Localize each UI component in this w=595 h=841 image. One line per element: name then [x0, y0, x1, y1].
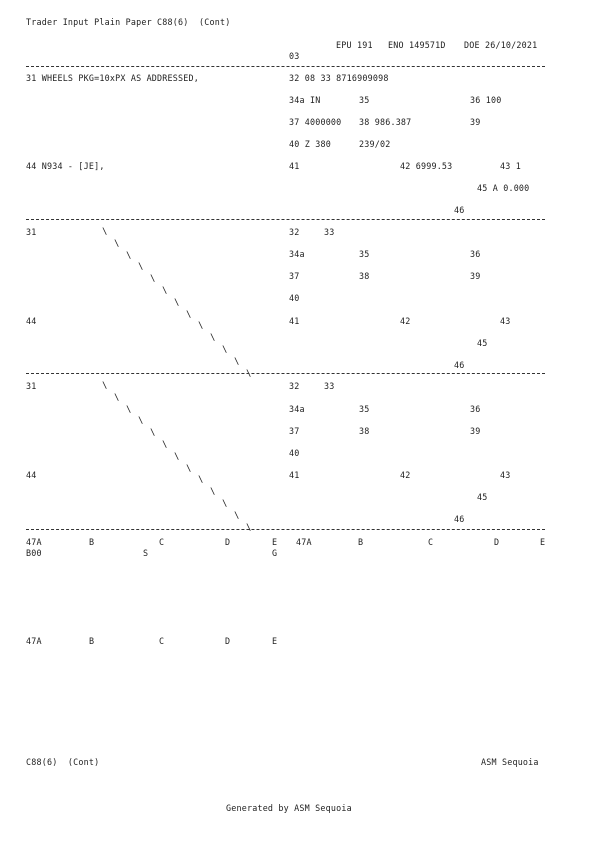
strike-slash: \ [246, 368, 252, 379]
statistical-value: 46 [454, 514, 465, 524]
tax-rate-header: C [159, 636, 165, 646]
eno-number: ENO 149571D [388, 40, 446, 50]
tax-mop-value: G [272, 548, 278, 558]
tax-type-header: 47A [296, 537, 312, 547]
strike-slash: \ [210, 333, 216, 344]
commodity-code: 32 [289, 227, 300, 237]
additional-info: 44 [26, 316, 37, 326]
strike-slash: \ [174, 451, 180, 462]
strike-slash: \ [174, 297, 180, 308]
item-price: 42 [400, 470, 411, 480]
net-mass: 38 986.387 [359, 117, 412, 127]
origin-country: 34a IN [289, 95, 321, 105]
strike-slash: \ [138, 262, 144, 273]
item-price: 42 [400, 316, 411, 326]
divider [26, 373, 545, 374]
strike-slash: \ [234, 510, 240, 521]
form-reference: C88(6) (Cont) [26, 757, 100, 767]
supplementary-units: 41 [289, 316, 300, 326]
strike-slash: \ [150, 274, 156, 285]
divider [26, 219, 545, 220]
gross-mass: 35 [359, 95, 370, 105]
strike-slash: \ [102, 227, 108, 237]
origin-country: 34a [289, 404, 305, 414]
divider [26, 529, 545, 530]
strike-slash: \ [150, 428, 156, 439]
adjustment: 45 A 0.000 [477, 183, 530, 193]
quota: 39 [470, 426, 481, 436]
tax-base-header: B [358, 537, 364, 547]
origin-country: 34a [289, 249, 305, 259]
strike-slash: \ [162, 440, 168, 450]
tax-amount-header: D [225, 636, 231, 646]
page-code: 03 [289, 51, 300, 61]
brand-name: ASM Sequoia [481, 757, 539, 767]
adjustment: 45 [477, 492, 488, 502]
epu-number: EPU 191 [336, 40, 373, 50]
strike-slash: \ [198, 321, 204, 332]
previous-document-ref: 239/02 [359, 139, 391, 149]
item-price: 42 6999.53 [400, 161, 453, 171]
tax-base-header: B [89, 537, 95, 547]
document-title: Trader Input Plain Paper C88(6) (Cont) [26, 17, 231, 27]
tax-amount-header: D [494, 537, 500, 547]
tax-rate-header: C [428, 537, 434, 547]
supplementary-units: 41 [289, 161, 300, 171]
tax-rate-header: C [159, 537, 165, 547]
preference: 36 [470, 249, 481, 259]
statistical-value: 46 [454, 205, 465, 215]
net-mass: 38 [359, 426, 370, 436]
previous-document: 40 [289, 293, 300, 303]
strike-slash: \ [114, 238, 120, 249]
supplementary-units: 41 [289, 470, 300, 480]
goods-description: 31 [26, 227, 37, 237]
goods-description: 31 [26, 381, 37, 391]
quota: 39 [470, 271, 481, 281]
strike-slash: \ [162, 286, 168, 296]
gross-mass: 35 [359, 249, 370, 259]
valuation-method: 43 1 [500, 161, 521, 171]
valuation-method: 43 [500, 316, 511, 326]
adjustment: 45 [477, 338, 488, 348]
item-number: 33 [324, 381, 335, 391]
valuation-method: 43 [500, 470, 511, 480]
previous-document: 40 Z 380 [289, 139, 331, 149]
commodity-code: 32 08 33 8716909098 [289, 73, 389, 83]
strike-slash: \ [234, 356, 240, 367]
previous-document: 40 [289, 448, 300, 458]
net-mass: 38 [359, 271, 370, 281]
strike-slash: \ [186, 309, 192, 320]
strike-slash: \ [102, 381, 108, 391]
tax-rate-flag: S [143, 548, 149, 558]
additional-info: 44 [26, 470, 37, 480]
strike-slash: \ [246, 522, 252, 533]
tax-base-header: B [89, 636, 95, 646]
preference: 36 [470, 404, 481, 414]
strike-slash: \ [222, 345, 228, 355]
tax-type-value: B00 [26, 548, 42, 558]
strike-slash: \ [138, 416, 144, 427]
goods-description: 31 WHEELS PKG=10xPX AS ADDRESSED, [26, 73, 199, 83]
additional-info: 44 N934 - [JE], [26, 161, 105, 171]
procedure-code: 37 4000000 [289, 117, 342, 127]
procedure-code: 37 [289, 271, 300, 281]
strike-slash: \ [114, 392, 120, 403]
strike-slash: \ [210, 487, 216, 498]
tax-type-header: 47A [26, 537, 42, 547]
strike-slash: \ [198, 475, 204, 486]
strike-slash: \ [126, 250, 132, 261]
strike-slash: \ [186, 463, 192, 474]
tax-mop-header: E [272, 537, 278, 547]
commodity-code: 32 [289, 381, 300, 391]
tax-type-header: 47A [26, 636, 42, 646]
strike-slash: \ [222, 499, 228, 509]
procedure-code: 37 [289, 426, 300, 436]
strike-slash: \ [126, 404, 132, 415]
generated-by: Generated by ASM Sequoia [226, 803, 352, 813]
preference: 36 100 [470, 95, 502, 105]
tax-amount-header: D [225, 537, 231, 547]
item-number: 33 [324, 227, 335, 237]
declaration-date: DOE 26/10/2021 [464, 40, 538, 50]
tax-mop-header: E [272, 636, 278, 646]
quota: 39 [470, 117, 481, 127]
statistical-value: 46 [454, 360, 465, 370]
divider [26, 66, 545, 67]
tax-mop-header: E [540, 537, 546, 547]
gross-mass: 35 [359, 404, 370, 414]
